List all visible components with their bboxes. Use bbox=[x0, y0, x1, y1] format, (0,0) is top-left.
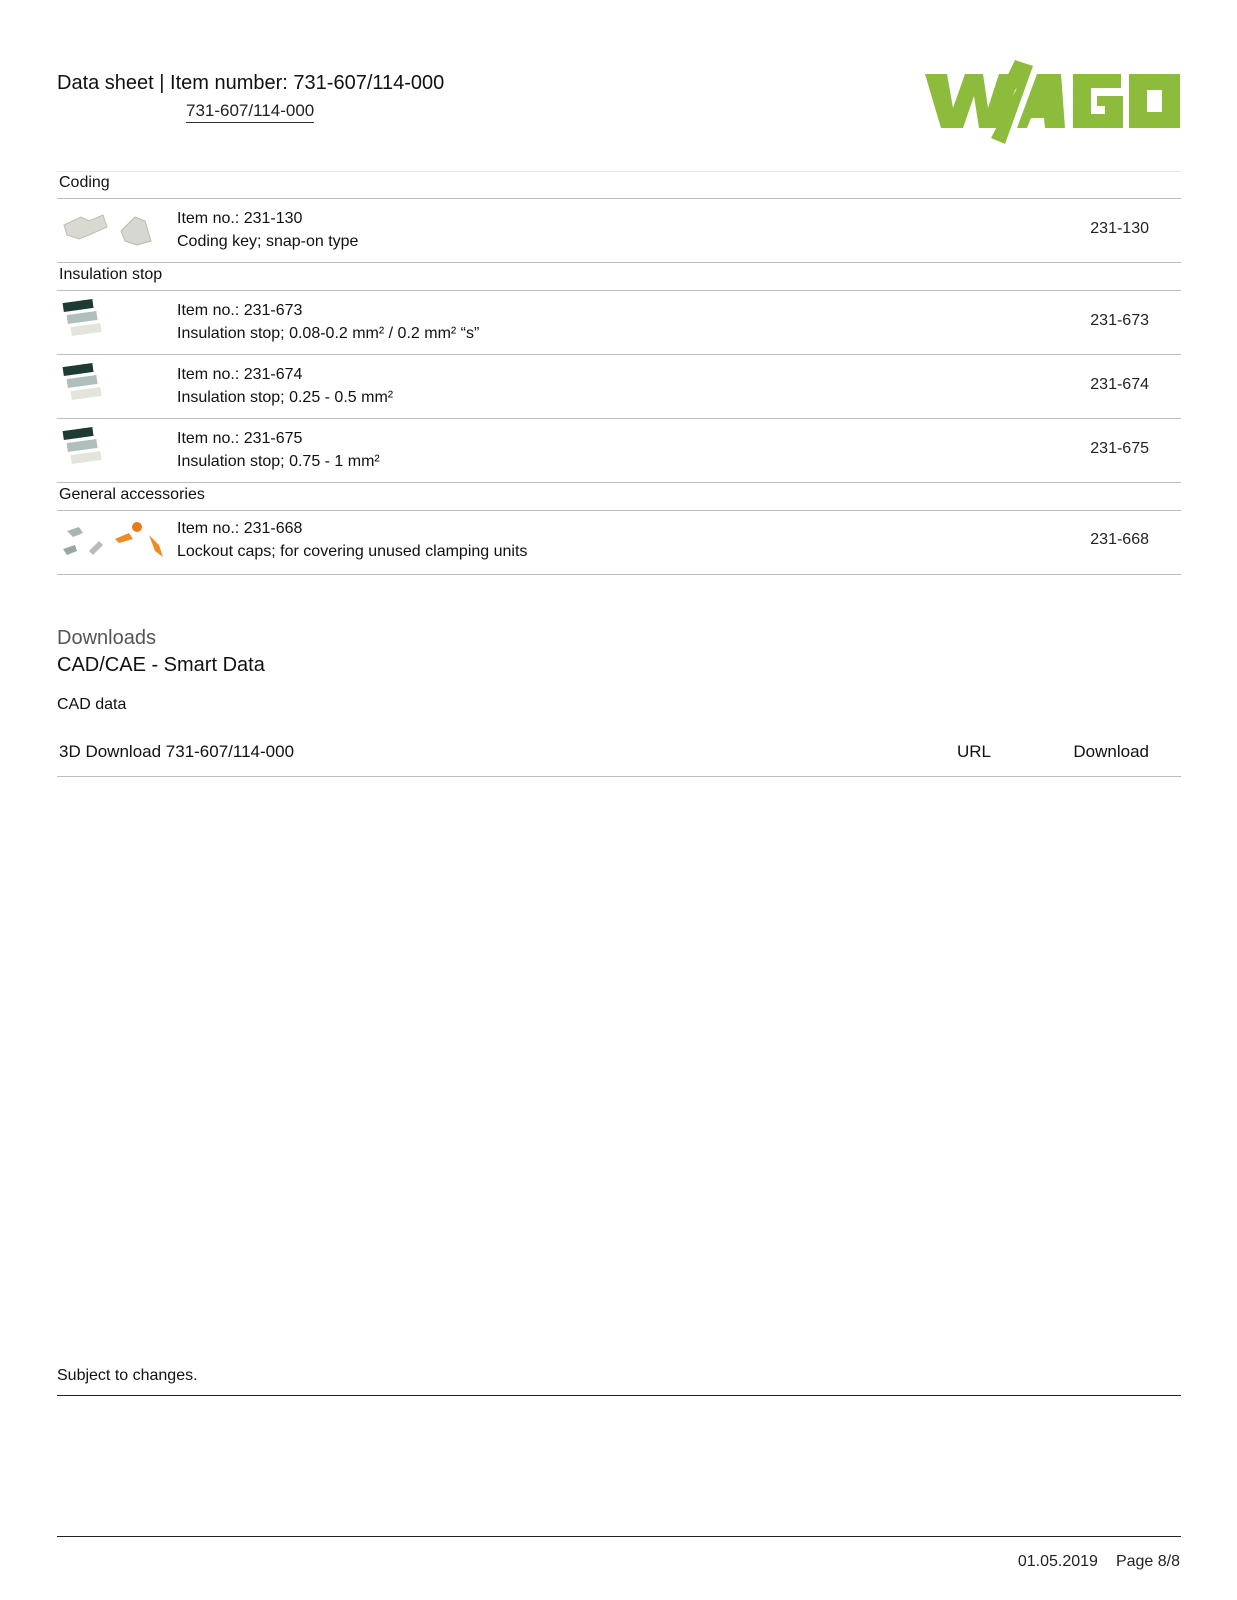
accessory-row bbox=[57, 419, 1181, 483]
section-header-general-accessories: General accessories bbox=[57, 483, 1181, 511]
insulation-stop-image bbox=[59, 361, 169, 407]
accessories-table bbox=[57, 171, 1181, 575]
item-code: 231-673 bbox=[1090, 312, 1149, 329]
accessory-row bbox=[57, 355, 1181, 419]
download-name: 3D Download 731-607/114-000 bbox=[59, 742, 295, 761]
item-description: Insulation stop; 0.25 - 0.5 mm² bbox=[177, 389, 394, 406]
item-description: Insulation stop; 0.75 - 1 mm² bbox=[177, 453, 380, 470]
wago-logo bbox=[925, 58, 1180, 144]
lockout-caps-image bbox=[59, 517, 169, 563]
item-number-subtitle: 731-607/114-000 bbox=[186, 101, 314, 123]
insulation-stop-image bbox=[59, 425, 169, 471]
footer-page-number: Page 8/8 bbox=[1115, 1553, 1180, 1570]
downloads-title: CAD/CAE - Smart Data bbox=[57, 654, 265, 676]
item-number: Item no.: 231-668 bbox=[177, 520, 303, 537]
section-header-coding: Coding bbox=[57, 171, 1181, 199]
download-type: URL bbox=[957, 742, 992, 761]
footer-date: 01.05.2019 bbox=[1017, 1553, 1098, 1570]
item-code: 231-674 bbox=[1090, 376, 1149, 393]
note-divider bbox=[57, 1395, 1181, 1396]
item-code: 231-675 bbox=[1090, 440, 1149, 457]
section-header-insulation-stop: Insulation stop bbox=[57, 263, 1181, 291]
coding-key-image bbox=[59, 205, 169, 251]
cad-data-heading: CAD data bbox=[57, 696, 127, 713]
accessory-row bbox=[57, 199, 1181, 263]
item-code: 231-130 bbox=[1090, 220, 1149, 237]
item-code: 231-668 bbox=[1090, 531, 1149, 548]
item-number: Item no.: 231-674 bbox=[177, 366, 303, 383]
page-footer bbox=[1018, 1553, 1180, 1571]
download-link[interactable]: Download bbox=[1073, 742, 1149, 761]
accessory-row bbox=[57, 511, 1181, 575]
item-description: Lockout caps; for covering unused clamping units bbox=[177, 543, 528, 560]
downloads-heading: Downloads bbox=[57, 627, 156, 649]
page-title: Data sheet | Item number: 731-607/114-000 bbox=[57, 72, 445, 94]
accessory-row bbox=[57, 291, 1181, 355]
download-row bbox=[57, 727, 1181, 777]
insulation-stop-image bbox=[59, 297, 169, 343]
footer-divider bbox=[57, 1536, 1181, 1537]
item-number: Item no.: 231-673 bbox=[177, 302, 303, 319]
item-description: Coding key; snap-on type bbox=[177, 233, 359, 250]
item-description: Insulation stop; 0.08-0.2 mm² / 0.2 mm² “s” bbox=[177, 325, 480, 342]
subject-to-changes-note: Subject to changes. bbox=[57, 1367, 198, 1384]
item-number: Item no.: 231-675 bbox=[177, 430, 303, 447]
item-number: Item no.: 231-130 bbox=[177, 210, 303, 227]
